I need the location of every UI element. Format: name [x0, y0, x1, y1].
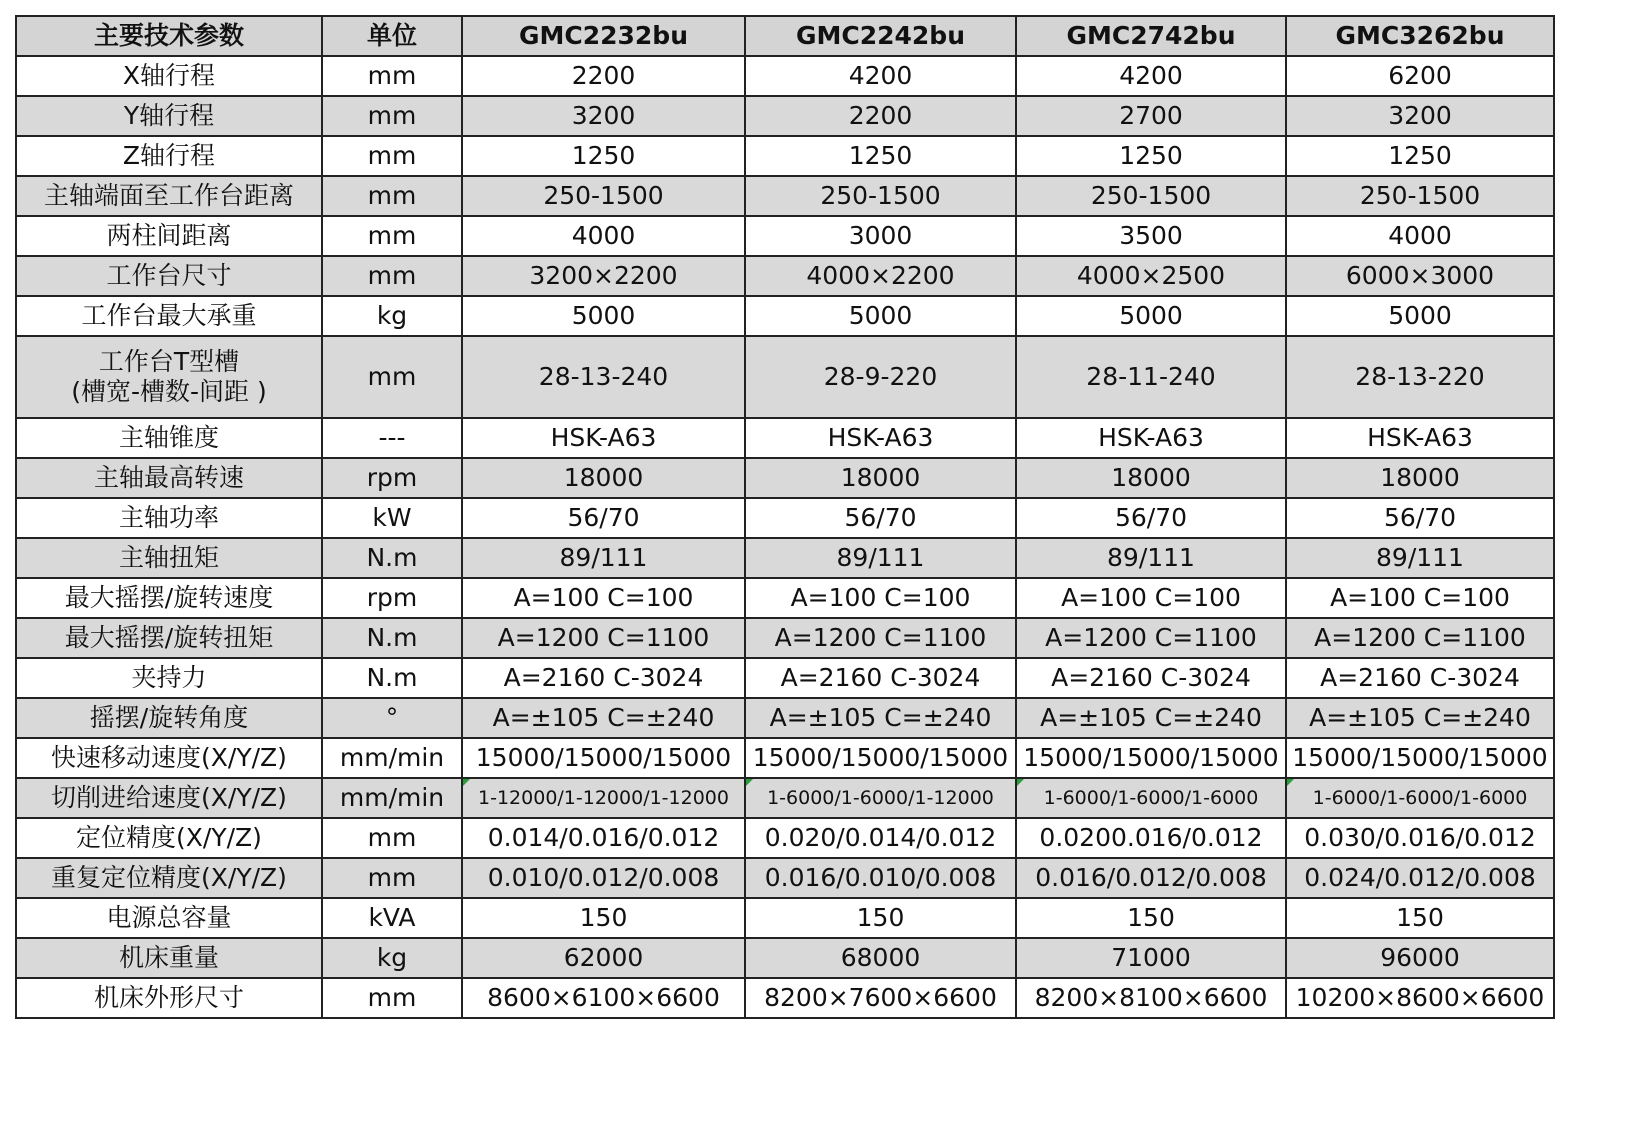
value-cell-model-4: 5000: [1286, 296, 1554, 336]
value-cell-model-1: A=2160 C-3024: [462, 658, 745, 698]
table-row: [16, 136, 1554, 176]
value-cell-model-3: 4200: [1016, 56, 1286, 96]
param-name: 两柱间距离: [106, 221, 232, 250]
value-cell-model-2: HSK-A63: [745, 418, 1016, 458]
param-name: X轴行程: [122, 61, 216, 90]
value-cell-model-2: 1250: [745, 136, 1016, 176]
value-cell-model-3: 3500: [1016, 216, 1286, 256]
table-row: [16, 176, 1554, 216]
value-cell-model-3: HSK-A63: [1016, 418, 1286, 458]
param-name: 工作台尺寸: [106, 261, 232, 290]
param-cell: [16, 938, 322, 978]
param-name: 摇摆/旋转角度: [89, 703, 249, 732]
value-cell-model-3: 2700: [1016, 96, 1286, 136]
value-cell-model-3: A=100 C=100: [1016, 578, 1286, 618]
value-cell-model-2: 3000: [745, 216, 1016, 256]
unit-cell: mm: [322, 858, 462, 898]
unit-cell: mm: [322, 56, 462, 96]
unit-cell: N.m: [322, 538, 462, 578]
param-cell: [16, 978, 322, 1018]
value-cell-model-1: 3200: [462, 96, 745, 136]
param-name: 主轴功率: [118, 503, 219, 532]
unit-cell: °: [322, 698, 462, 738]
header-model-2: GMC2242bu: [745, 16, 1016, 56]
value-cell-model-4: 3200: [1286, 96, 1554, 136]
unit-cell: mm: [322, 978, 462, 1018]
param-name: 最大摇摆/旋转扭矩: [64, 623, 274, 652]
param-name: 最大摇摆/旋转速度: [64, 583, 274, 612]
value-cell-model-1: 2200: [462, 56, 745, 96]
unit-cell: mm: [322, 256, 462, 296]
param-name: 快速移动速度(X/Y/Z): [51, 743, 287, 772]
param-name: 主轴端面至工作台距离: [43, 181, 294, 210]
value-cell-model-4: 150: [1286, 898, 1554, 938]
table-row: [16, 898, 1554, 938]
value-cell-model-2: 68000: [745, 938, 1016, 978]
value-cell-model-4: 250-1500: [1286, 176, 1554, 216]
header-model-3: GMC2742bu: [1016, 16, 1286, 56]
value-cell-model-4: 4000: [1286, 216, 1554, 256]
table-row: [16, 458, 1554, 498]
spec-table-container: [15, 15, 1555, 1019]
value-cell-model-3: A=±105 C=±240: [1016, 698, 1286, 738]
param-name: 工作台T型槽: [98, 347, 240, 376]
table-row: [16, 938, 1554, 978]
value-cell-model-1: 62000: [462, 938, 745, 978]
param-cell: [16, 336, 322, 418]
value-cell-model-4: 6200: [1286, 56, 1554, 96]
param-cell: [16, 256, 322, 296]
value-cell-model-2: 2200: [745, 96, 1016, 136]
value-cell-model-2: A=±105 C=±240: [745, 698, 1016, 738]
table-row: [16, 418, 1554, 458]
value-cell-model-4: 18000: [1286, 458, 1554, 498]
table-header: [16, 16, 1554, 56]
table-row: [16, 738, 1554, 778]
value-cell-model-2: 5000: [745, 296, 1016, 336]
param-cell: [16, 578, 322, 618]
value-cell-model-2: 8200×7600×6600: [745, 978, 1016, 1018]
table-row: [16, 698, 1554, 738]
param-cell: [16, 498, 322, 538]
value-cell-model-3: 1-6000/1-6000/1-6000: [1016, 778, 1286, 818]
value-cell-model-2: 0.020/0.014/0.012: [745, 818, 1016, 858]
unit-cell: mm: [322, 96, 462, 136]
param-cell: [16, 136, 322, 176]
value-cell-model-1: 0.010/0.012/0.008: [462, 858, 745, 898]
unit-cell: kg: [322, 938, 462, 978]
table-body: [16, 56, 1554, 1018]
value-cell-model-1: 89/111: [462, 538, 745, 578]
header-row: [16, 16, 1554, 56]
header-model-1: GMC2232bu: [462, 16, 745, 56]
param-cell: [16, 296, 322, 336]
table-row: [16, 498, 1554, 538]
value-cell-model-1: 56/70: [462, 498, 745, 538]
param-name: 主轴最高转速: [93, 463, 244, 492]
value-cell-model-1: 4000: [462, 216, 745, 256]
value-cell-model-2: A=2160 C-3024: [745, 658, 1016, 698]
value-cell-model-4: 10200×8600×6600: [1286, 978, 1554, 1018]
unit-cell: mm/min: [322, 778, 462, 818]
unit-cell: ---: [322, 418, 462, 458]
param-cell: [16, 698, 322, 738]
value-cell-model-2: 15000/15000/15000: [745, 738, 1016, 778]
value-cell-model-3: 56/70: [1016, 498, 1286, 538]
value-cell-model-2: 4000×2200: [745, 256, 1016, 296]
value-cell-model-4: 6000×3000: [1286, 256, 1554, 296]
header-model-4: GMC3262bu: [1286, 16, 1554, 56]
value-cell-model-4: A=100 C=100: [1286, 578, 1554, 618]
param-cell: [16, 898, 322, 938]
unit-cell: N.m: [322, 658, 462, 698]
value-cell-model-3: 4000×2500: [1016, 256, 1286, 296]
unit-cell: N.m: [322, 618, 462, 658]
param-cell: [16, 56, 322, 96]
value-cell-model-1: 18000: [462, 458, 745, 498]
value-cell-model-2: 89/111: [745, 538, 1016, 578]
param-name: Y轴行程: [123, 101, 215, 130]
value-cell-model-3: 18000: [1016, 458, 1286, 498]
value-cell-model-4: 0.030/0.016/0.012: [1286, 818, 1554, 858]
unit-cell: kW: [322, 498, 462, 538]
value-cell-model-3: 250-1500: [1016, 176, 1286, 216]
value-cell-model-4: HSK-A63: [1286, 418, 1554, 458]
value-cell-model-1: 28-13-240: [462, 336, 745, 418]
value-cell-model-1: A=±105 C=±240: [462, 698, 745, 738]
param-name: 重复定位精度(X/Y/Z): [51, 863, 287, 892]
value-cell-model-1: 1-12000/1-12000/1-12000: [462, 778, 745, 818]
value-cell-model-4: 28-13-220: [1286, 336, 1554, 418]
table-row: [16, 978, 1554, 1018]
unit-cell: kVA: [322, 898, 462, 938]
value-cell-model-3: 8200×8100×6600: [1016, 978, 1286, 1018]
param-cell: [16, 538, 322, 578]
value-cell-model-2: 150: [745, 898, 1016, 938]
value-cell-model-4: 96000: [1286, 938, 1554, 978]
header-unit: 单位: [322, 16, 462, 56]
value-cell-model-4: 89/111: [1286, 538, 1554, 578]
param-cell: [16, 818, 322, 858]
value-cell-model-1: A=100 C=100: [462, 578, 745, 618]
param-cell: [16, 738, 322, 778]
param-cell: [16, 658, 322, 698]
value-cell-model-4: 1-6000/1-6000/1-6000: [1286, 778, 1554, 818]
value-cell-model-4: A=2160 C-3024: [1286, 658, 1554, 698]
value-cell-model-2: 250-1500: [745, 176, 1016, 216]
param-cell: [16, 458, 322, 498]
param-cell: [16, 618, 322, 658]
value-cell-model-1: 15000/15000/15000: [462, 738, 745, 778]
table-row: [16, 818, 1554, 858]
value-cell-model-1: 1250: [462, 136, 745, 176]
value-cell-model-4: 1250: [1286, 136, 1554, 176]
table-row: [16, 296, 1554, 336]
table-row: [16, 578, 1554, 618]
param-cell: [16, 778, 322, 818]
value-cell-model-1: 3200×2200: [462, 256, 745, 296]
param-name: Z轴行程: [122, 141, 216, 170]
unit-cell: rpm: [322, 578, 462, 618]
value-cell-model-3: 5000: [1016, 296, 1286, 336]
param-cell: [16, 418, 322, 458]
unit-cell: kg: [322, 296, 462, 336]
value-cell-model-2: 1-6000/1-6000/1-12000: [745, 778, 1016, 818]
value-cell-model-2: 18000: [745, 458, 1016, 498]
value-cell-model-3: 71000: [1016, 938, 1286, 978]
param-name: 切削进给速度(X/Y/Z): [51, 783, 287, 812]
table-row: [16, 336, 1554, 418]
value-cell-model-4: 0.024/0.012/0.008: [1286, 858, 1554, 898]
param-cell: [16, 858, 322, 898]
table-row: [16, 256, 1554, 296]
value-cell-model-2: A=1200 C=1100: [745, 618, 1016, 658]
value-cell-model-3: 89/111: [1016, 538, 1286, 578]
param-name: 主轴扭矩: [118, 543, 219, 572]
value-cell-model-3: 0.016/0.012/0.008: [1016, 858, 1286, 898]
table-row: [16, 216, 1554, 256]
table-row: [16, 618, 1554, 658]
value-cell-model-2: 28-9-220: [745, 336, 1016, 418]
value-cell-model-4: 56/70: [1286, 498, 1554, 538]
param-cell: [16, 216, 322, 256]
table-row: [16, 96, 1554, 136]
value-cell-model-3: 1250: [1016, 136, 1286, 176]
value-cell-model-2: 0.016/0.010/0.008: [745, 858, 1016, 898]
value-cell-model-3: 28-11-240: [1016, 336, 1286, 418]
value-cell-model-3: A=2160 C-3024: [1016, 658, 1286, 698]
table-row: [16, 538, 1554, 578]
param-name: 定位精度(X/Y/Z): [76, 823, 262, 852]
unit-cell: mm: [322, 176, 462, 216]
param-name: 工作台最大承重: [81, 301, 257, 330]
value-cell-model-3: 150: [1016, 898, 1286, 938]
param-name: 电源总容量: [106, 903, 232, 932]
param-name: 主轴锥度: [118, 423, 219, 452]
value-cell-model-3: 15000/15000/15000: [1016, 738, 1286, 778]
table-row: [16, 858, 1554, 898]
value-cell-model-1: 250-1500: [462, 176, 745, 216]
param-cell: [16, 176, 322, 216]
table-row: [16, 658, 1554, 698]
unit-cell: mm: [322, 336, 462, 418]
unit-cell: rpm: [322, 458, 462, 498]
param-name-detail: (槽宽-槽数-间距 ): [71, 377, 267, 406]
value-cell-model-4: A=1200 C=1100: [1286, 618, 1554, 658]
param-name: 夹持力: [131, 663, 207, 692]
value-cell-model-4: A=±105 C=±240: [1286, 698, 1554, 738]
param-cell: [16, 96, 322, 136]
value-cell-model-3: 0.0200.016/0.012: [1016, 818, 1286, 858]
value-cell-model-3: A=1200 C=1100: [1016, 618, 1286, 658]
value-cell-model-2: A=100 C=100: [745, 578, 1016, 618]
unit-cell: mm/min: [322, 738, 462, 778]
value-cell-model-2: 4200: [745, 56, 1016, 96]
value-cell-model-1: 5000: [462, 296, 745, 336]
value-cell-model-1: 8600×6100×6600: [462, 978, 745, 1018]
unit-cell: mm: [322, 216, 462, 256]
table-row: [16, 778, 1554, 818]
value-cell-model-1: HSK-A63: [462, 418, 745, 458]
value-cell-model-2: 56/70: [745, 498, 1016, 538]
header-param: 主要技术参数: [16, 16, 322, 56]
value-cell-model-4: 15000/15000/15000: [1286, 738, 1554, 778]
param-name: 机床外形尺寸: [93, 983, 244, 1012]
spec-table: [15, 15, 1555, 1019]
table-row: [16, 56, 1554, 96]
param-name: 机床重量: [118, 943, 219, 972]
unit-cell: mm: [322, 136, 462, 176]
value-cell-model-1: 150: [462, 898, 745, 938]
value-cell-model-1: A=1200 C=1100: [462, 618, 745, 658]
value-cell-model-1: 0.014/0.016/0.012: [462, 818, 745, 858]
unit-cell: mm: [322, 818, 462, 858]
